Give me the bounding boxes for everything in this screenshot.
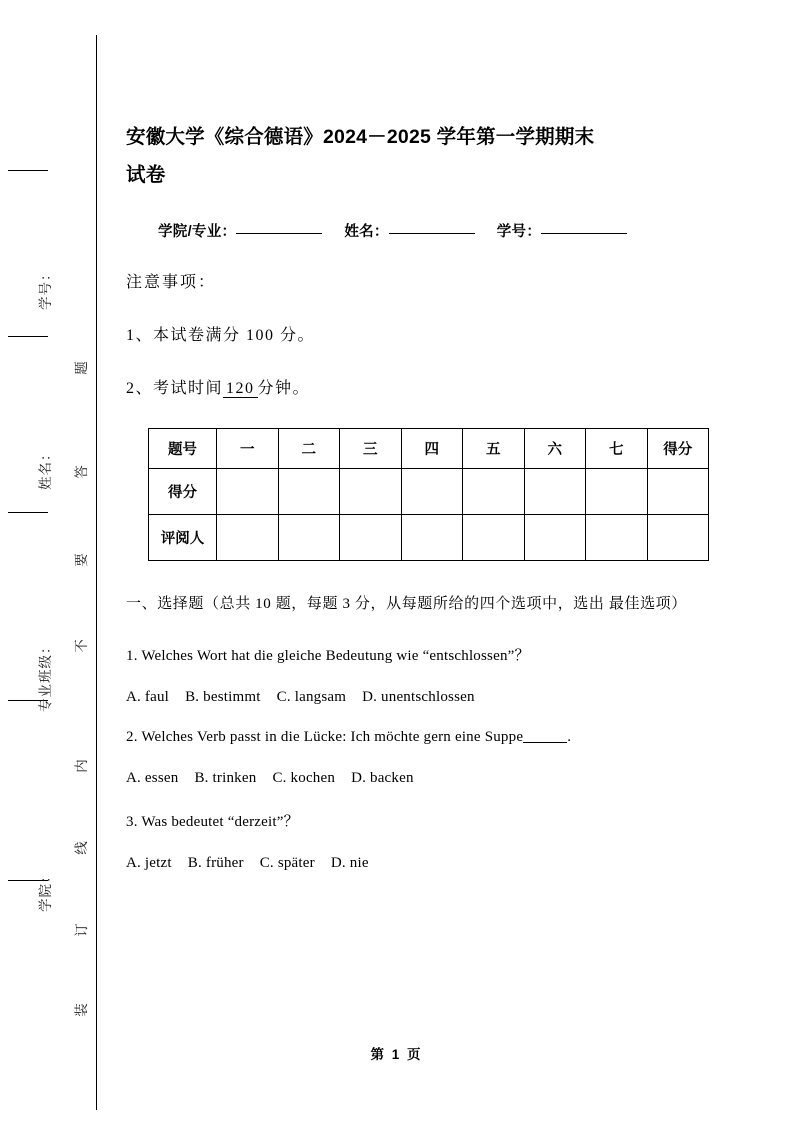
question-3-option-d[interactable]: D. nie [330,855,369,871]
question-2-option-d[interactable]: D. backen [351,770,414,786]
table-row [149,515,709,561]
score-table-container [126,398,726,561]
notice-item-1: 1、本试卷满分 100 分。 [126,327,316,344]
name-input[interactable] [389,233,475,234]
grader-cell[interactable] [217,515,279,561]
question-2-option-a[interactable]: A. essen [126,770,179,786]
margin-divider-dash-1 [8,170,48,171]
notice-heading: 注意事项： [126,274,217,291]
margin-divider-dash-3 [8,512,48,513]
binding-warning-char-2: 答 [74,465,89,479]
grader-cell[interactable] [647,515,709,561]
question-1-option-c[interactable]: C. langsam [276,689,347,705]
binding-warning-char-1: 题 [74,361,89,375]
section-1-heading-line2: 最佳选项） [608,596,687,612]
page-footer: 第 1 页 [370,1047,423,1062]
question-3-option-c[interactable]: C. später [259,855,315,871]
score-table-col-6: 七 [586,429,648,469]
margin-divider-dash-2 [8,336,48,337]
binding-warning-char-6: 线 [74,841,89,855]
grader-cell[interactable] [524,515,586,561]
notice-item-2-suffix: 分钟。 [257,380,311,397]
score-cell[interactable] [647,469,709,515]
score-table-col-3: 四 [401,429,463,469]
score-table-col-4: 五 [463,429,525,469]
score-cell[interactable] [586,469,648,515]
question-2-blank[interactable] [523,742,567,743]
notice-item-2-prefix: 2、考试时间 [126,380,224,397]
score-cell[interactable] [401,469,463,515]
score-table-col-5: 六 [524,429,586,469]
margin-field-college: 学院： [38,868,53,912]
score-cell[interactable] [278,469,340,515]
document-body [126,0,726,872]
score-table-col-7: 得分 [647,429,709,469]
score-table [148,428,709,561]
student-id-input[interactable] [541,233,627,234]
question-2-option-c[interactable]: C. kochen [272,770,336,786]
grader-cell[interactable] [463,515,525,561]
score-table-col-2: 三 [340,429,402,469]
margin-field-name: 姓名： [38,446,53,490]
score-table-row-label-0: 题号 [149,429,217,469]
binding-vertical-line [96,35,97,1110]
binding-warning-char-7: 订 [74,923,89,937]
page-title-line2: 试卷 [126,164,166,186]
question-2-stem-prefix: 2. Welches Verb passt in die Lücke: Ich möchte gern eine Suppe [126,729,524,745]
binding-warning-char-3: 要 [74,553,89,567]
page-title [126,0,726,194]
margin-field-student-id: 学号： [38,266,53,310]
notice-item-2 [126,345,726,398]
margin-field-class: 专业班级： [38,639,53,712]
exam-duration-value: 120 [223,380,258,398]
score-table-col-0: 一 [217,429,279,469]
name-label: 姓名： [344,224,389,240]
question-2-options [126,746,726,787]
question-3-options [126,831,726,872]
grader-cell[interactable] [401,515,463,561]
question-1-stem: 1. Welches Wort hat die gleiche Bedeutung wie “entschlossen”？ [126,648,530,664]
question-3-stem: 3. Was bedeutet “derzeit”？ [126,814,299,830]
college-major-input[interactable] [236,233,322,234]
page-title-line1: 安徽大学《综合德语》2024－2025 学年第一学期期末 [126,126,595,148]
section-1-heading [126,561,726,621]
score-cell[interactable] [524,469,586,515]
question-1-option-a[interactable]: A. faul [126,689,170,705]
question-3-option-b[interactable]: B. früher [187,855,244,871]
college-major-label: 学院/专业： [158,224,237,240]
binding-warning-char-4: 不 [74,639,89,653]
binding-warning-char-8: 装 [74,1003,89,1017]
table-row [149,469,709,515]
score-table-row-label-1: 得分 [149,469,217,515]
score-table-col-1: 二 [278,429,340,469]
grader-cell[interactable] [278,515,340,561]
section-1-heading-line1: 一、选择题（总共 10 题，每题 3 分，从每题所给的四个选项中，选出 [126,596,605,612]
identity-fields-row [126,194,726,241]
question-2-stem [126,706,726,746]
binding-warning-char-5: 内 [74,759,89,773]
score-table-row-label-2: 评阅人 [149,515,217,561]
question-3-option-a[interactable]: A. jetzt [126,855,172,871]
score-cell[interactable] [217,469,279,515]
question-1-options [126,665,726,706]
question-1-option-b[interactable]: B. bestimmt [185,689,261,705]
grader-cell[interactable] [586,515,648,561]
student-id-label: 学号： [496,224,542,240]
question-2-stem-suffix: . [567,729,572,745]
table-row [149,429,709,469]
score-cell[interactable] [463,469,525,515]
question-1-option-d[interactable]: D. unentschlossen [362,689,475,705]
question-2-option-b[interactable]: B. trinken [194,770,257,786]
score-cell[interactable] [340,469,402,515]
grader-cell[interactable] [340,515,402,561]
